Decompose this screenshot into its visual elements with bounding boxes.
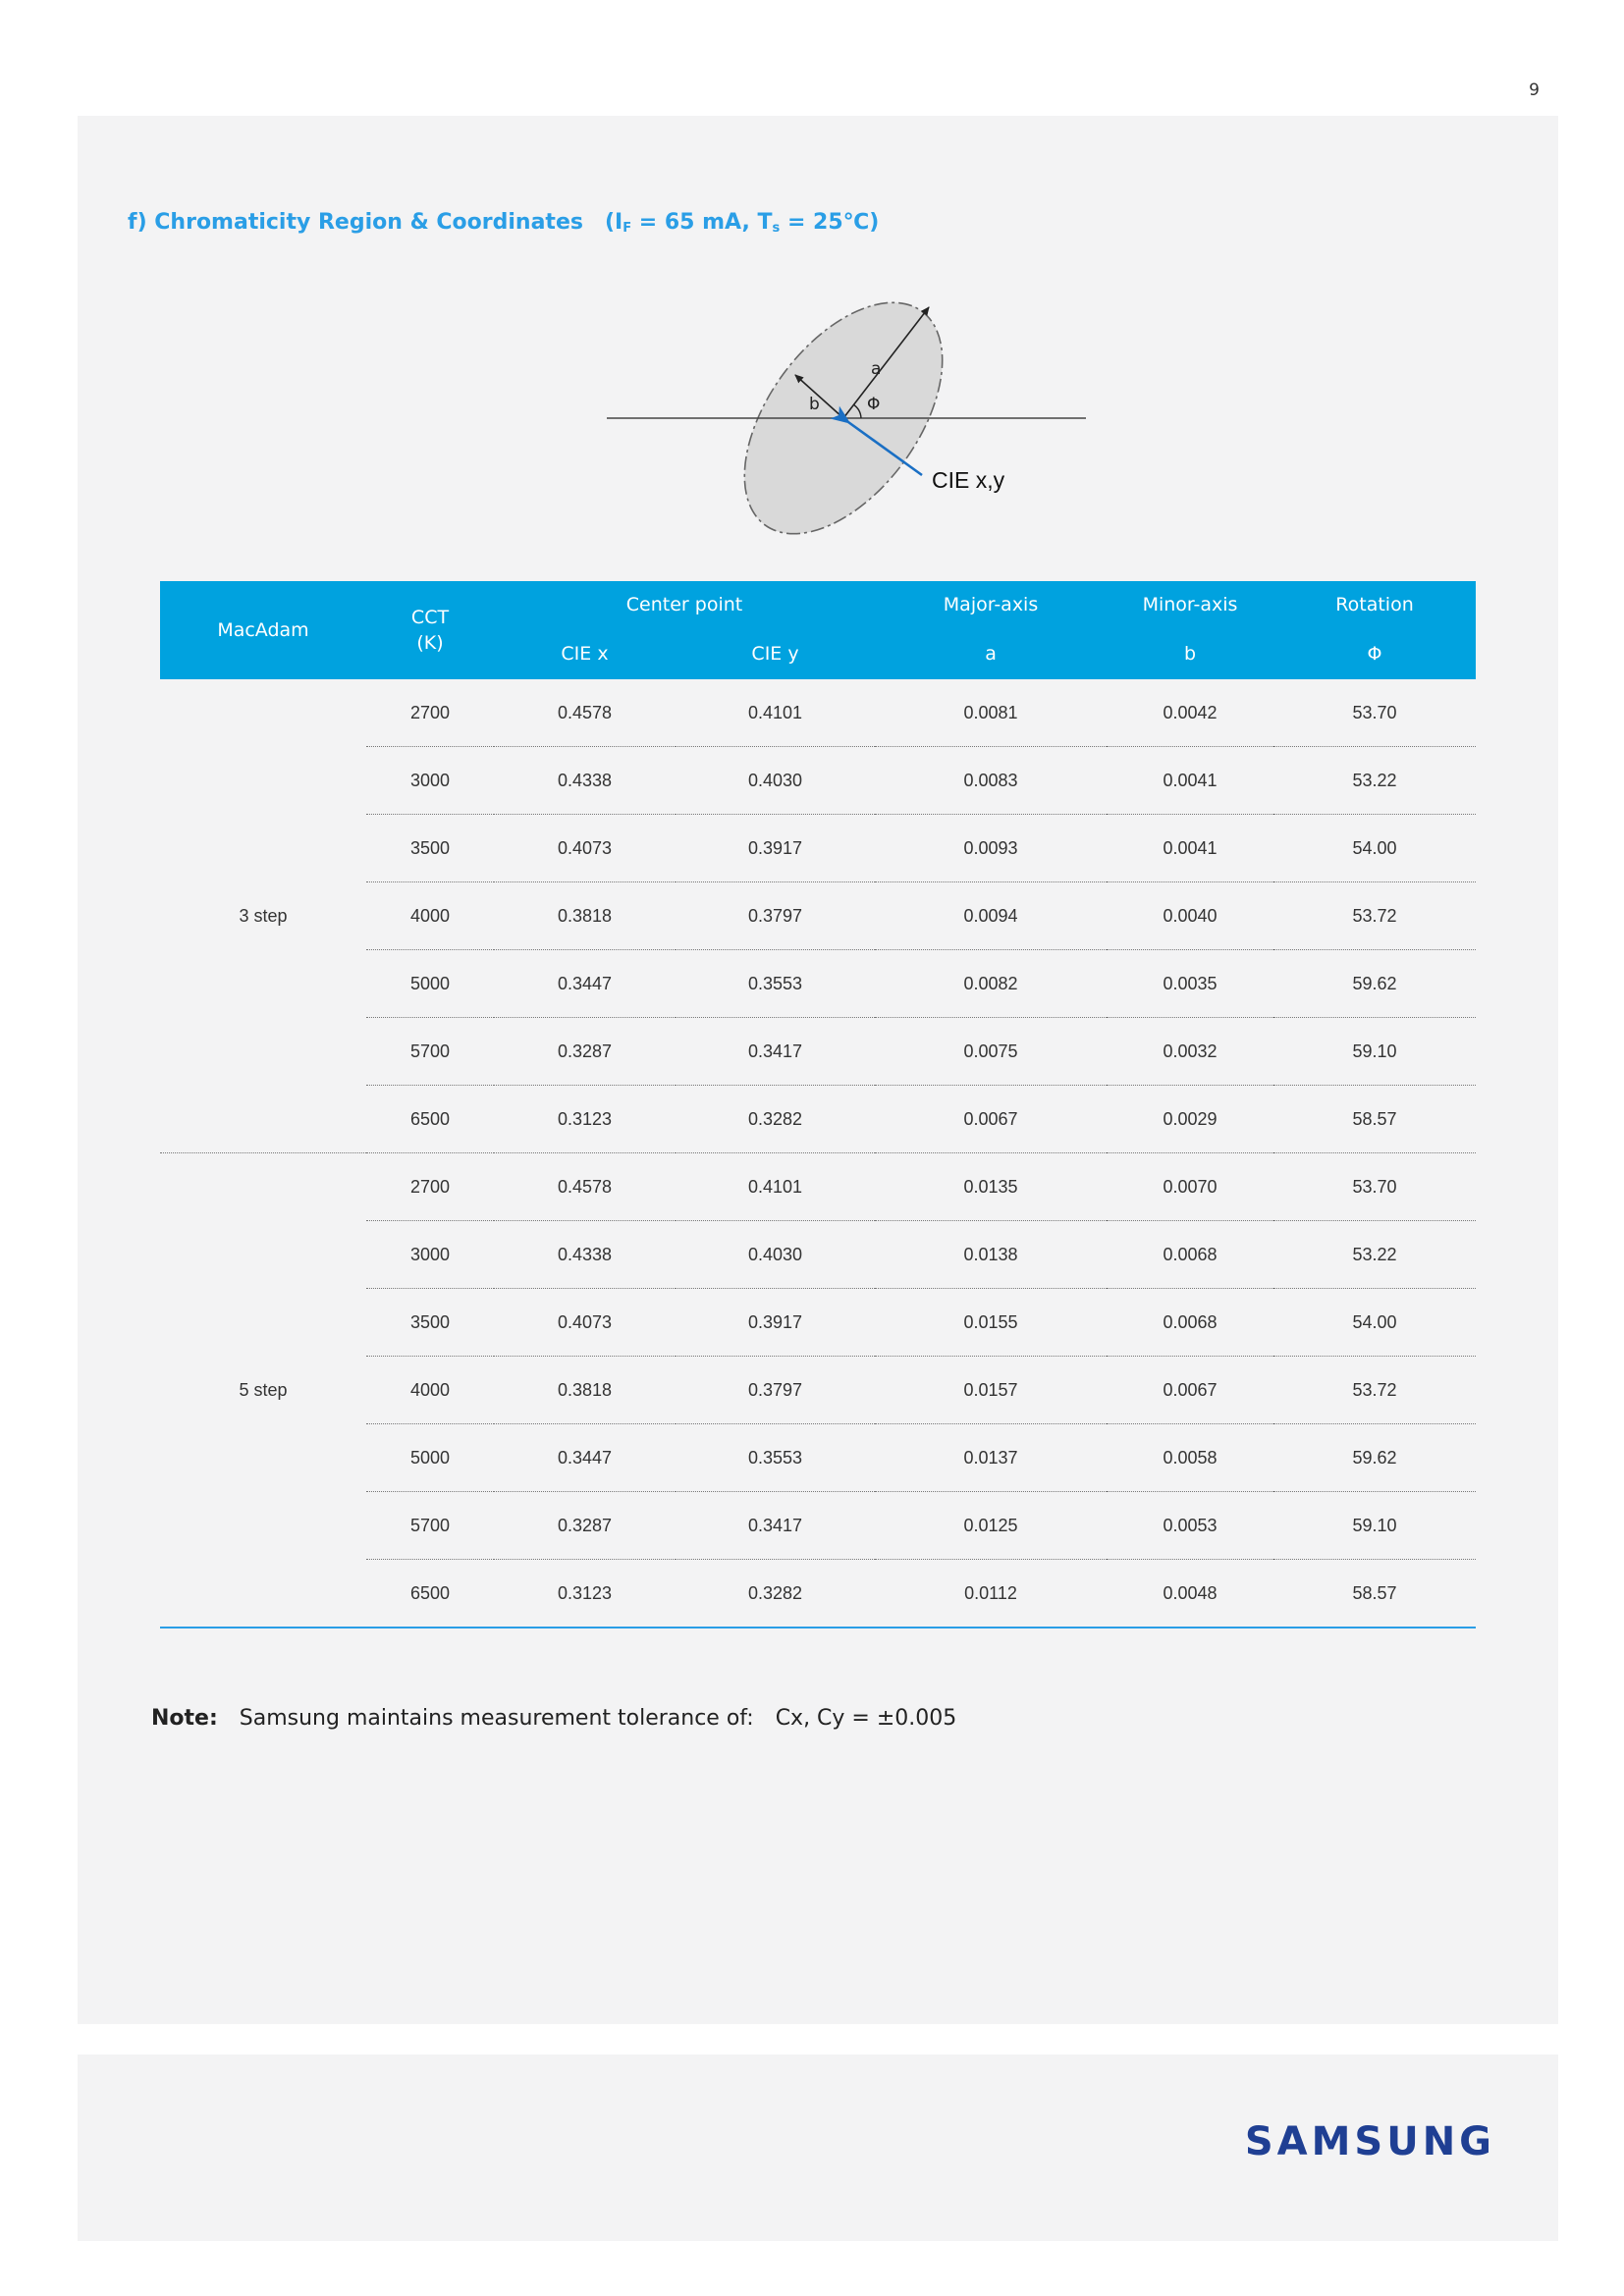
group-3-step	[160, 679, 1476, 1153]
cell-major-axis: 0.0093	[875, 815, 1107, 882]
cell-rotation: 59.10	[1273, 1492, 1476, 1560]
cell-major-axis: 0.0137	[875, 1424, 1107, 1492]
cell-cct: 6500	[366, 1086, 494, 1153]
cell-cct: 3500	[366, 1289, 494, 1357]
cell-cie-y: 0.3282	[676, 1560, 875, 1629]
cell-cie-x: 0.3447	[494, 1424, 676, 1492]
cell-cct: 3500	[366, 815, 494, 882]
cell-rotation: 53.70	[1273, 1153, 1476, 1221]
cell-major-axis: 0.0135	[875, 1153, 1107, 1221]
cell-cie-x: 0.4338	[494, 1221, 676, 1289]
samsung-logo: SAMSUNG	[1244, 2119, 1495, 2164]
label-phi: Φ	[867, 395, 881, 414]
cell-cct: 5000	[366, 950, 494, 1018]
section-title-text: f) Chromaticity Region & Coordinates	[128, 210, 583, 235]
cell-cct: 2700	[366, 1153, 494, 1221]
cell-minor-axis: 0.0035	[1107, 950, 1273, 1018]
cell-cie-x: 0.3447	[494, 950, 676, 1018]
cell-major-axis: 0.0094	[875, 882, 1107, 950]
table-row	[160, 679, 1476, 747]
header-minor-symbol: b	[1107, 628, 1273, 679]
cell-cct: 3000	[366, 747, 494, 815]
section-title	[128, 210, 879, 236]
cell-cie-y: 0.4101	[676, 1153, 875, 1221]
group-label: 5 step	[160, 1153, 366, 1629]
cell-minor-axis: 0.0070	[1107, 1153, 1273, 1221]
chromaticity-ellipse-diagram	[607, 300, 1117, 536]
cell-cct: 4000	[366, 882, 494, 950]
cell-major-axis: 0.0067	[875, 1086, 1107, 1153]
cell-major-axis: 0.0157	[875, 1357, 1107, 1424]
cell-rotation: 53.72	[1273, 882, 1476, 950]
cell-minor-axis: 0.0067	[1107, 1357, 1273, 1424]
cell-rotation: 53.22	[1273, 747, 1476, 815]
cell-cie-y: 0.3417	[676, 1492, 875, 1560]
header-macadam: MacAdam	[160, 581, 366, 679]
group-label: 3 step	[160, 679, 366, 1153]
cell-cct: 4000	[366, 1357, 494, 1424]
header-major-axis: Major-axis	[875, 581, 1107, 628]
cell-cie-y: 0.3282	[676, 1086, 875, 1153]
header-rotation-symbol: Φ	[1273, 628, 1476, 679]
cell-cct: 3000	[366, 1221, 494, 1289]
cell-cct: 5000	[366, 1424, 494, 1492]
cell-cie-y: 0.3917	[676, 1289, 875, 1357]
footer-panel	[78, 2055, 1558, 2241]
cell-cie-x: 0.4338	[494, 747, 676, 815]
note-label: Note:	[151, 1706, 218, 1731]
cell-cie-x: 0.3123	[494, 1560, 676, 1629]
cell-cie-y: 0.3917	[676, 815, 875, 882]
cell-cie-y: 0.4030	[676, 747, 875, 815]
cell-cie-y: 0.3553	[676, 950, 875, 1018]
cell-cie-x: 0.4578	[494, 1153, 676, 1221]
header-center-point: Center point	[494, 581, 875, 628]
cell-major-axis: 0.0138	[875, 1221, 1107, 1289]
table-row	[160, 1153, 1476, 1221]
cell-cie-x: 0.3818	[494, 882, 676, 950]
cell-cct: 2700	[366, 679, 494, 747]
label-a: a	[871, 359, 882, 379]
cell-cie-x: 0.3818	[494, 1357, 676, 1424]
cell-cie-x: 0.3287	[494, 1492, 676, 1560]
cell-cie-x: 0.4073	[494, 815, 676, 882]
cell-rotation: 53.70	[1273, 679, 1476, 747]
note-value: Cx, Cy = ±0.005	[775, 1706, 957, 1731]
header-major-symbol: a	[875, 628, 1107, 679]
tolerance-note	[151, 1706, 956, 1731]
cell-minor-axis: 0.0042	[1107, 679, 1273, 747]
cell-rotation: 59.62	[1273, 1424, 1476, 1492]
cell-major-axis: 0.0155	[875, 1289, 1107, 1357]
cell-major-axis: 0.0112	[875, 1560, 1107, 1629]
cell-major-axis: 0.0081	[875, 679, 1107, 747]
cell-major-axis: 0.0083	[875, 747, 1107, 815]
header-minor-axis: Minor-axis	[1107, 581, 1273, 628]
cell-rotation: 54.00	[1273, 1289, 1476, 1357]
page-number: 9	[1529, 80, 1540, 100]
cell-cie-y: 0.3553	[676, 1424, 875, 1492]
label-b: b	[809, 395, 820, 414]
header-rotation: Rotation	[1273, 581, 1476, 628]
cell-cie-x: 0.3123	[494, 1086, 676, 1153]
note-text: Samsung maintains measurement tolerance of:	[239, 1706, 754, 1731]
content-panel	[78, 116, 1558, 2024]
cell-minor-axis: 0.0068	[1107, 1289, 1273, 1357]
cell-rotation: 54.00	[1273, 815, 1476, 882]
chromaticity-table	[160, 581, 1476, 1629]
cell-minor-axis: 0.0053	[1107, 1492, 1273, 1560]
table-header	[160, 581, 1476, 679]
cell-minor-axis: 0.0032	[1107, 1018, 1273, 1086]
cell-cct: 5700	[366, 1492, 494, 1560]
cell-cie-x: 0.4578	[494, 679, 676, 747]
cell-cie-y: 0.4101	[676, 679, 875, 747]
cell-cct: 5700	[366, 1018, 494, 1086]
cell-rotation: 53.22	[1273, 1221, 1476, 1289]
cell-minor-axis: 0.0041	[1107, 815, 1273, 882]
cell-cie-y: 0.3417	[676, 1018, 875, 1086]
cell-rotation: 58.57	[1273, 1086, 1476, 1153]
cell-minor-axis: 0.0029	[1107, 1086, 1273, 1153]
cell-cie-y: 0.3797	[676, 882, 875, 950]
group-5-step	[160, 1153, 1476, 1629]
cell-cct: 6500	[366, 1560, 494, 1629]
cell-rotation: 59.62	[1273, 950, 1476, 1018]
cell-major-axis: 0.0125	[875, 1492, 1107, 1560]
header-cie-y: CIE y	[676, 628, 875, 679]
cell-rotation: 59.10	[1273, 1018, 1476, 1086]
cell-minor-axis: 0.0041	[1107, 747, 1273, 815]
cell-major-axis: 0.0075	[875, 1018, 1107, 1086]
cell-minor-axis: 0.0068	[1107, 1221, 1273, 1289]
header-cct: CCT (K)	[366, 581, 494, 679]
cell-rotation: 53.72	[1273, 1357, 1476, 1424]
cell-cie-y: 0.3797	[676, 1357, 875, 1424]
cell-major-axis: 0.0082	[875, 950, 1107, 1018]
measurement-conditions: ($I_F = 65$ mA, $T_s$ = 25℃)	[604, 210, 880, 236]
cell-cie-x: 0.3287	[494, 1018, 676, 1086]
header-cie-x: CIE x	[494, 628, 676, 679]
cell-cie-y: 0.4030	[676, 1221, 875, 1289]
label-cie-xy: CIE x,y	[932, 467, 1005, 493]
cell-minor-axis: 0.0058	[1107, 1424, 1273, 1492]
cell-rotation: 58.57	[1273, 1560, 1476, 1629]
cell-cie-x: 0.4073	[494, 1289, 676, 1357]
cell-minor-axis: 0.0040	[1107, 882, 1273, 950]
cell-minor-axis: 0.0048	[1107, 1560, 1273, 1629]
